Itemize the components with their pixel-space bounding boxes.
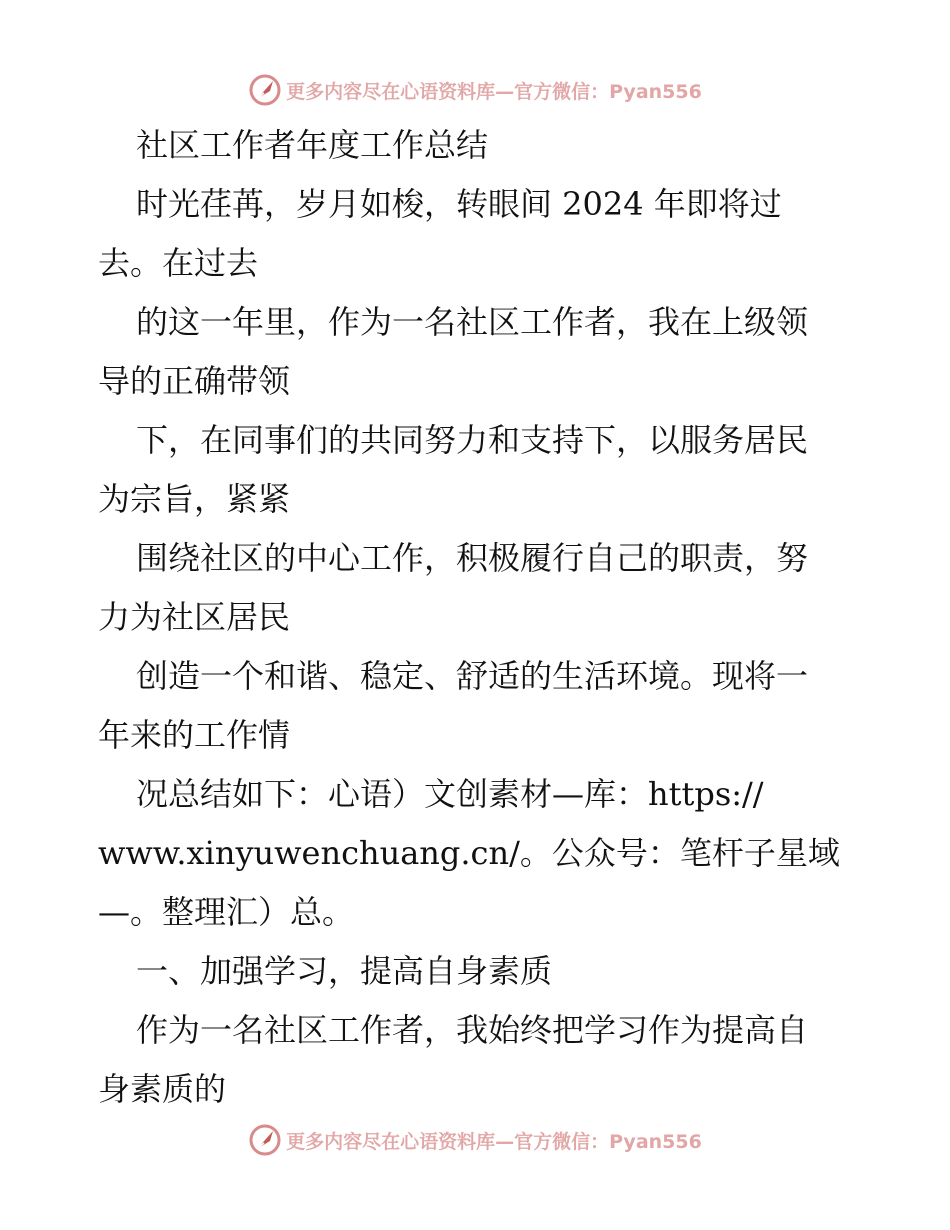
text-line: 时光荏苒，岁月如梭，转眼间 2024 年即将过 <box>136 185 782 223</box>
text-line: 况总结如下：心语）文创素材—库：https:// <box>136 775 764 813</box>
text-line: 围绕社区的中心工作，积极履行自己的职责，努 <box>136 539 809 577</box>
text-line: 身素质的 <box>98 1070 227 1108</box>
text-line: 力为社区居民 <box>98 598 291 636</box>
header-banner-text: 更多内容尽在心语资料库—官方微信：Pyan556 <box>286 80 702 103</box>
footer-banner <box>0 1122 950 1158</box>
document-body <box>98 116 858 1119</box>
section-heading: 一、加强学习，提高自身素质 <box>136 952 553 990</box>
text-line: 作为一名社区工作者，我始终把学习作为提高自 <box>136 1011 809 1049</box>
text-line: www.xinyuwenchuang.cn/。公众号：笔杆子星域 <box>98 834 840 872</box>
text-line: 的这一年里，作为一名社区工作者，我在上级领 <box>136 303 809 341</box>
text-line: 下，在同事们的共同努力和支持下，以服务居民 <box>136 421 809 459</box>
text-line: 创造一个和谐、稳定、舒适的生活环境。现将一 <box>136 657 809 695</box>
footer-banner-text: 更多内容尽在心语资料库—官方微信：Pyan556 <box>286 1130 702 1153</box>
feather-pen-icon <box>248 1123 282 1157</box>
document-title: 社区工作者年度工作总结 <box>136 126 489 164</box>
text-line: 导的正确带领 <box>98 362 291 400</box>
text-line: 年来的工作情 <box>98 716 291 754</box>
text-line: —。整理汇）总。 <box>98 893 355 931</box>
text-line: 去。在过去 <box>98 244 259 282</box>
feather-pen-icon <box>248 73 282 107</box>
header-banner <box>0 72 950 108</box>
text-line: 为宗旨，紧紧 <box>98 480 291 518</box>
